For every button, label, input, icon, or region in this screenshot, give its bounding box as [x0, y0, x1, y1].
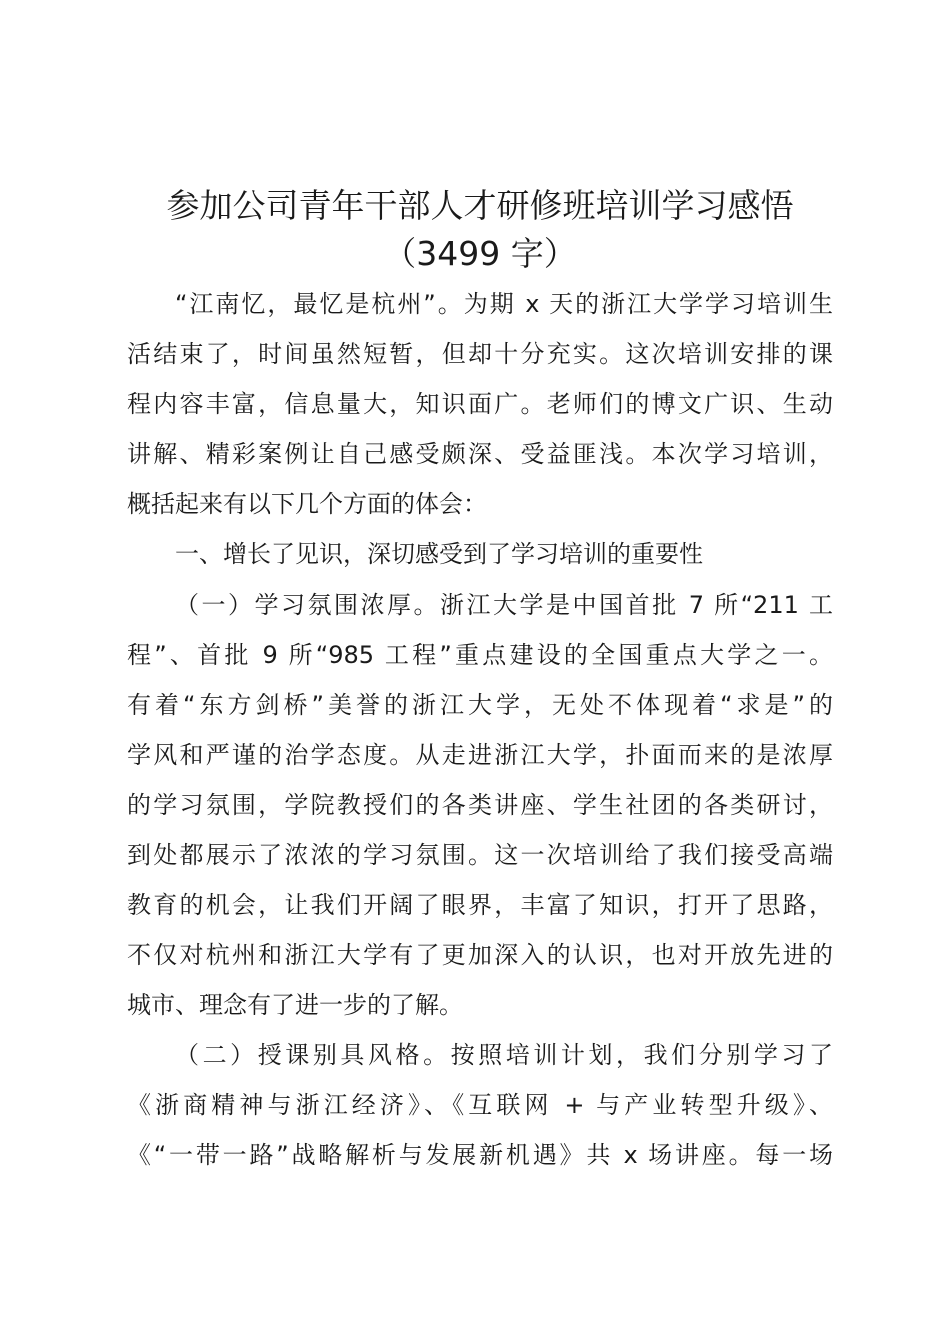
- paragraph-line: 学风和严谨的治学态度。从走进浙江大学，扑面而来的是浓厚: [127, 741, 833, 769]
- paragraph-line: 城市、理念有了进一步的了解。: [127, 991, 463, 1019]
- paragraph-line: 教育的机会，让我们开阔了眼界，丰富了知识，打开了思路，: [127, 891, 833, 919]
- paragraph-line: 程内容丰富，信息量大，知识面广。老师们的博文广识、生动: [127, 390, 833, 418]
- paragraph-line: 程”、首批 9 所“985 工程”重点建设的全国重点大学之一。: [127, 641, 833, 669]
- paragraph-line: 讲解、精彩案例让自己感受颇深、受益匪浅。本次学习培训，: [127, 440, 833, 468]
- paragraph-line: 《“一带一路”战略解析与发展新机遇》共 x 场讲座。每一场: [127, 1141, 833, 1169]
- paragraph-line: 不仅对杭州和浙江大学有了更加深入的认识，也对开放先进的: [127, 941, 833, 969]
- paragraph-line: （二）授课别具风格。按照培训计划，我们分别学习了: [175, 1041, 833, 1069]
- paragraph-line: “江南忆，最忆是杭州”。为期 x 天的浙江大学学习培训生: [175, 290, 833, 318]
- paragraph-line: 的学习氛围，学院教授们的各类讲座、学生社团的各类研讨，: [127, 791, 833, 819]
- paragraph-line: 到处都展示了浓浓的学习氛围。这一次培训给了我们接受高端: [127, 841, 833, 869]
- document-word-count: （3499 字）: [383, 234, 577, 273]
- document-title: 参加公司青年干部人才研修班培训学习感悟: [166, 186, 794, 225]
- section-heading: 一、增长了见识，深切感受到了学习培训的重要性: [175, 540, 703, 568]
- paragraph-line: （一）学习氛围浓厚。浙江大学是中国首批 7 所“211 工: [175, 591, 833, 619]
- paragraph-line: 概括起来有以下几个方面的体会：: [127, 490, 487, 518]
- paragraph-line: 有着“东方剑桥”美誉的浙江大学，无处不体现着“求是”的: [127, 691, 833, 719]
- paragraph-line: 活结束了，时间虽然短暂，但却十分充实。这次培训安排的课: [127, 340, 833, 368]
- paragraph-line: 《浙商精神与浙江经济》、《互联网 + 与产业转型升级》、: [127, 1091, 833, 1119]
